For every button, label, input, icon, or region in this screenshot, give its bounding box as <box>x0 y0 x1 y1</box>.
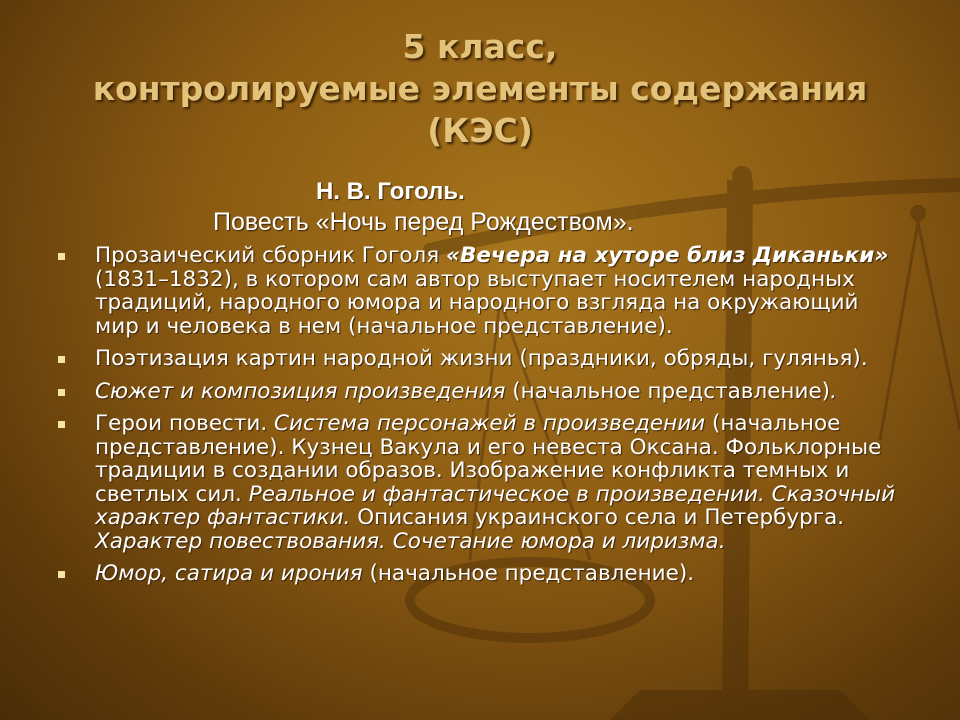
list-item-text: Реальное и фантастическое в произведении. Сказочный характер фантастики. <box>95 481 896 530</box>
list-item <box>58 562 908 586</box>
list-item-text: Система персонажей в произведении <box>274 411 706 436</box>
list-item-text: Описания украинского села и Петербурга. <box>350 505 845 530</box>
square-bullet-icon <box>58 356 65 363</box>
content-list <box>58 244 908 595</box>
square-bullet-icon <box>58 389 65 396</box>
list-item-text: Характер повествования. Сочетание юмора и лиризма. <box>95 528 726 554</box>
list-item <box>58 244 908 338</box>
square-bullet-icon <box>58 421 65 428</box>
list-item-text: (начальное представление). Кузнец Вакула и его невеста Оксана. Фольклорные традиции в создании образов. Изображение конфликта темных и светлых сил. <box>95 411 882 507</box>
list-item-text: Юмор, сатира и ирония <box>95 561 363 586</box>
title-line: контролируемые элементы содержания <box>92 69 868 108</box>
title-line: 5 класс, <box>402 27 558 66</box>
list-item <box>58 380 908 404</box>
list-item-text: (начальное представление) <box>505 378 831 404</box>
list-item-text: Поэтизация картин народной жизни (праздники, обряды, гулянья). <box>95 346 868 371</box>
title-line: (КЭС) <box>427 111 533 150</box>
slide-title <box>0 26 960 152</box>
list-item-text: «Вечера на хуторе близ Диканьки» <box>446 243 889 268</box>
square-bullet-icon <box>58 253 65 260</box>
list-item-text: (начальное представление). <box>362 561 695 586</box>
list-item-text: Герои повести. <box>95 411 275 436</box>
list-item <box>58 412 908 553</box>
list-item <box>58 347 908 371</box>
work-heading: Повесть «Ночь перед Рождеством». <box>213 208 634 236</box>
square-bullet-icon <box>58 571 65 578</box>
author-heading: Н. В. Гоголь. <box>316 178 465 205</box>
list-item-text: Сюжет и композиция произведения <box>95 378 506 404</box>
list-item-text: (1831–1832), в котором сам автор выступает носителем народных традиций, народного юмора и народного взгляда на окружающий мир и человека в нем (начальное представление). <box>95 266 859 339</box>
list-item-text: . <box>830 378 837 404</box>
list-item-text: Прозаический сборник Гоголя <box>95 243 447 268</box>
